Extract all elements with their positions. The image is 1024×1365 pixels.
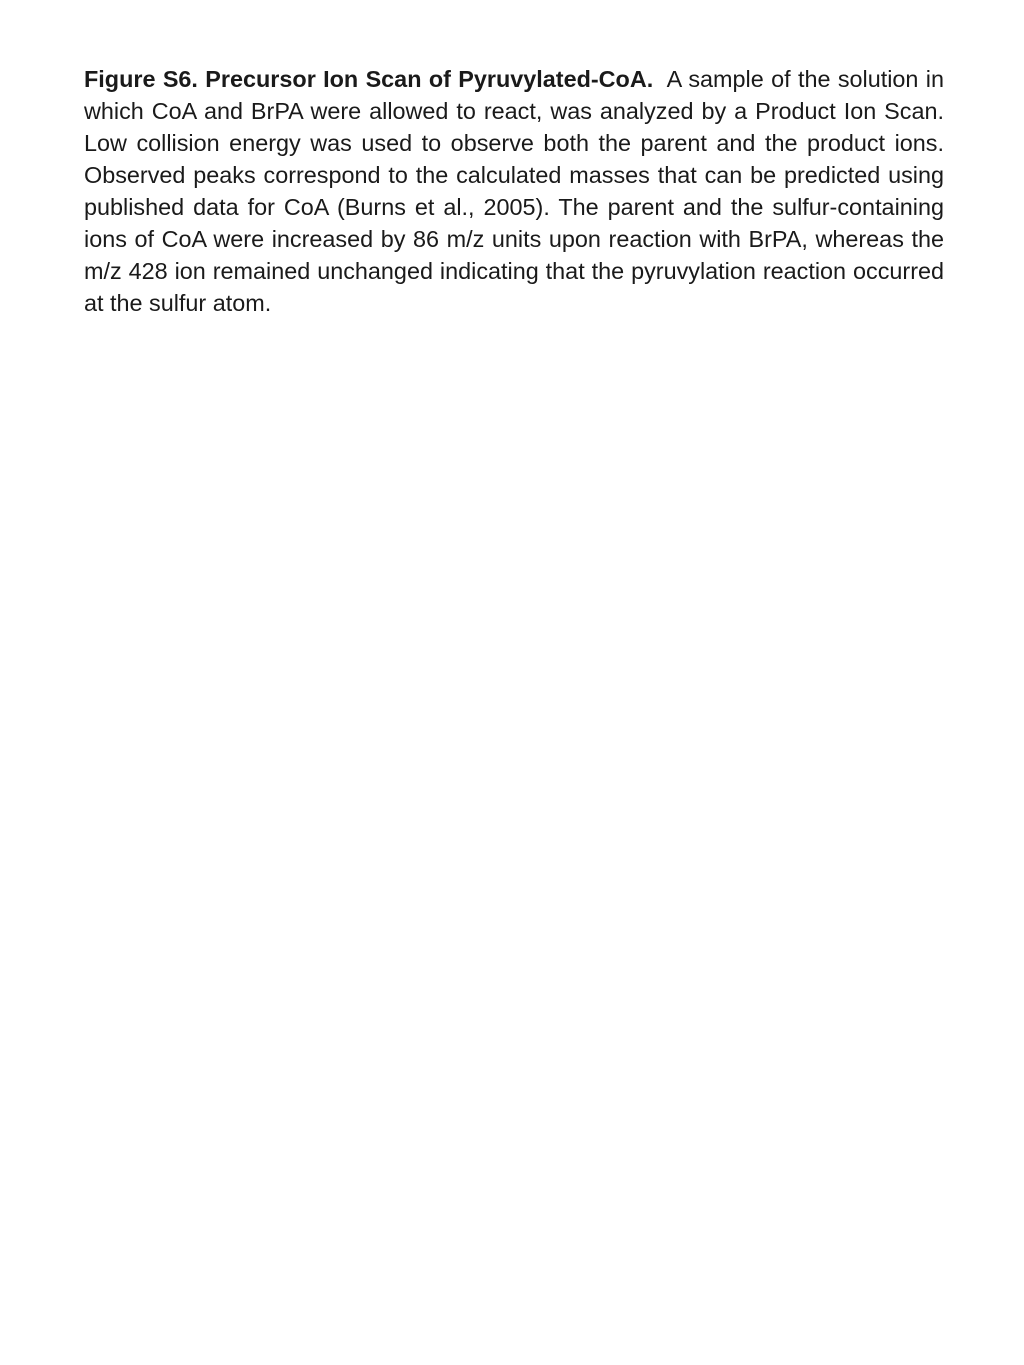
caption-body: A sample of the solution in which CoA and BrPA were allowed to react, was analyzed by a Product Ion Scan. Low collision energy was used to observe both the parent and the product ions. Observed peaks correspond to the calculated masses that can be predicted using published data for CoA (Burns et al., 2005). The parent and the sulfur-containing ions of CoA were increased by 86 m/z units upon reaction with BrPA, whereas the m/z 428 ion remained unchanged indicating that the pyruvylation reaction occurred at the sulfur atom. (84, 66, 944, 316)
figure-caption (84, 63, 944, 319)
caption-title: Figure S6. Precursor Ion Scan of Pyruvylated-CoA. (84, 66, 654, 92)
